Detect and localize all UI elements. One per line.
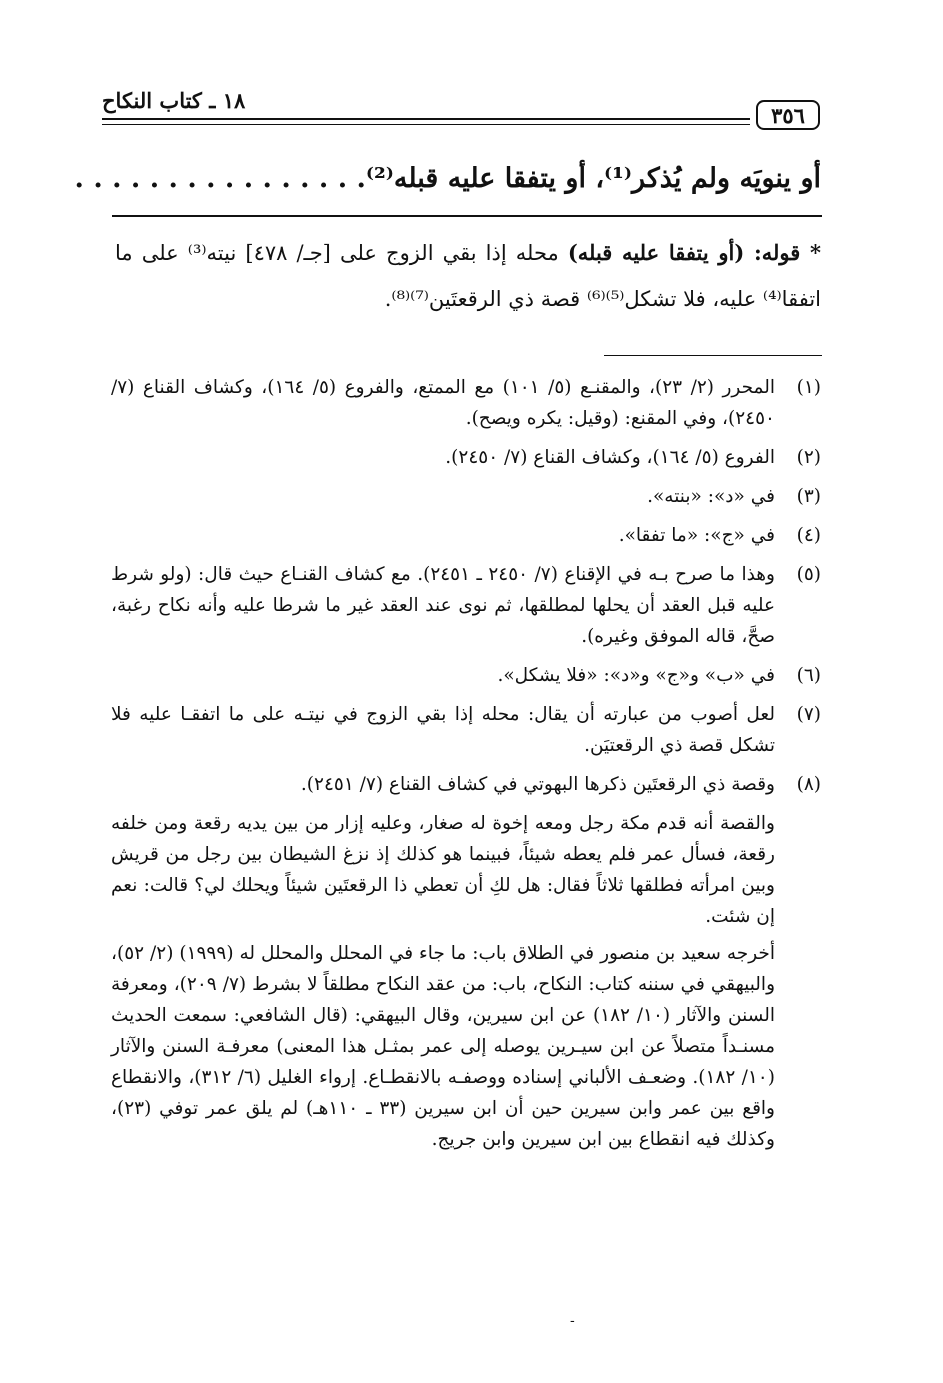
footnote	[111, 660, 821, 691]
page-header	[102, 88, 820, 134]
page-end-mark: -	[570, 1313, 575, 1329]
footnote	[111, 520, 821, 551]
footnote-number: (١)	[796, 377, 821, 398]
footnote	[111, 372, 821, 434]
footnote	[111, 559, 821, 652]
footnote-text: وقصة ذي الرقعتَين ذكرها البهوتي في كشاف القناع (٧/ ٢٤٥١).	[300, 774, 775, 795]
footnote-divider	[604, 355, 822, 356]
matn-divider	[112, 215, 822, 217]
footnote-number: (٣)	[796, 486, 821, 507]
footnote-number: (٢)	[796, 447, 821, 468]
footnote	[111, 442, 821, 473]
footnote-number: (٧)	[796, 704, 821, 725]
footnote-text: في «ب» و«ج» و«د»: «فلا يشكل».	[497, 665, 775, 686]
header-rule	[102, 118, 750, 125]
footnotes	[111, 372, 821, 1165]
footnote-number: (٦)	[796, 665, 821, 686]
footnote-number: (٥)	[796, 564, 821, 585]
commentary-quote: : (أو يتفقا عليه قبله)	[567, 240, 762, 265]
commentary-paragraph	[115, 230, 821, 322]
footnote-text: في «د»: «بنته».	[647, 486, 775, 507]
footnote-story-paragraph: والقصة أنه قدم مكة رجل ومعه إخوة له صغار، وعليه إزار من بين يديه رقعة ومن خلفه رقعة، فسأل عمر فلم يعطه شيئاً، فبينما هو كذلك إذ نزغ الشيطان بين رجل من قريش وبين امرأته فطلقها ثلاثاً فقال: هل لكِ أن تعطي ذا الرقعتَين شيئاً ويحلك لي؟ قالت: نعم إن شئت.	[111, 813, 775, 927]
footnote-number: (٨)	[796, 774, 821, 795]
page-number: ٣٥٦	[756, 100, 820, 130]
matn-text: أو ينويَه ولم يُذكر⁽¹⁾، أو يتفقا عليه قبله⁽²⁾. . . . . . . . . . . . . . . .	[74, 163, 821, 194]
commentary-text: محله إذا بقي الزوج على [جـ/ ٤٧٨] نيته⁽³⁾ على ما اتفقا⁽⁴⁾ عليه، فلا تشكل⁽⁵⁾⁽⁶⁾ قصة ذي الرقعتَين⁽⁷⁾⁽⁸⁾.	[115, 241, 821, 311]
footnote-text: لعل أصوب من عبارته أن يقال: محله إذا بقي الزوج في نيتـه على ما اتفقـا عليه فلا تشكل قصة ذي الرقعتيَن.	[111, 704, 775, 756]
footnote-text: في «ج»: «ما تفقا».	[618, 525, 775, 546]
chapter-title: ١٨ ـ كتاب النكاح	[102, 88, 246, 113]
footnote-text: الفروع (٥/ ١٦٤)، وكشاف القناع (٧/ ٢٤٥٠).	[445, 447, 775, 468]
footnote-text: المحرر (٢/ ٢٣)، والمقنـع (٥/ ١٠١) مع الممتع، والفروع (٥/ ١٦٤)، وكشاف القناع (٧/ ٢٤٥٠)، وفي المقنع: (وقيل: يكره ويصح).	[111, 377, 776, 429]
footnote-takhrij-paragraph: أخرجه سعيد بن منصور في الطلاق باب: ما جاء في المحلل والمحلل له (١٩٩٩) (٢/ ٥٢)، والبيهقي في سننه كتاب: النكاح، باب: من عقد النكاح مطلقاً لا بشرط (٧/ ٢٠٩)، ومعرفة السنن والآثار (١٠/ ١٨٢) عن ابن سيرين، وقال البيهقي: (قال الشافعي: سمعت الحديث مسنـداً متصلاً عن ابن سيـرين يوصله إلى عمر بمثـل هذا المعنى) معرفـة السنن والآثار (١٠/ ١٨٢). وضعـف الألباني إسناده ووصفـه بالانقطـاع. إرواء الغليل (٦/ ٣١٢)، والانقطاع واقع بين عمر وابن سيرين حين أن ابن سيرين (٣٣ ـ ١١٠هـ) لم يلق عمر توفي (٢٣)، وكذلك فيه انقطاع بين ابن سيرين وابن جريج.	[111, 943, 776, 1150]
footnote	[111, 481, 821, 512]
commentary-marker: * قوله	[761, 240, 821, 265]
footnote	[111, 769, 821, 800]
footnote-text: وهذا ما صرح بـه في الإقناع (٧/ ٢٤٥٠ ـ ٢٤٥١). مع كشاف القنـاع حيث قال: (ولو شرط عليه قبل العقد أن يحلها لمطلقها، ثم نوى عند العقد غير ما شرطا عليه وأنه نكاح رغبة، صحَّ، قاله الموفق وغيره).	[111, 564, 775, 647]
footnote-number: (٤)	[796, 525, 821, 546]
footnote	[111, 699, 821, 761]
